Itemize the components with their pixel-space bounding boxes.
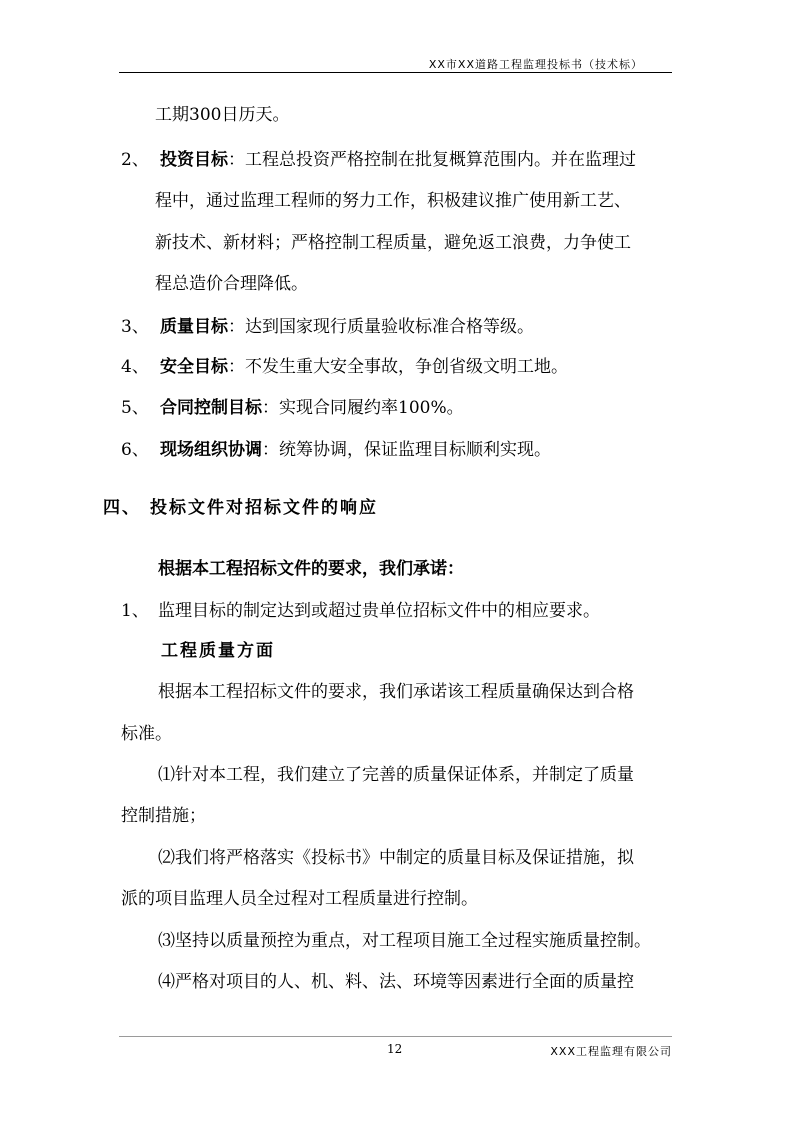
section-4-title: 投标文件对招标文件的响应 [150, 498, 378, 518]
goal-2-text-3: 新技术、新材料；严格控制工程质量，避免返工浪费，力争使工 [155, 233, 631, 253]
goal-2-text-4: 程总造价合理降低。 [155, 274, 308, 294]
measure-1-line-1: ⑴针对本工程，我们建立了完善的质量保证体系，并制定了质量 [158, 765, 634, 785]
goal-5-line [160, 397, 464, 419]
goal-5-number: 5、 [121, 398, 149, 418]
item-1-number: 1、 [121, 601, 149, 621]
goal-2-text-2: 程中，通过监理工程师的努力工作，积极建议推广使用新工艺、 [155, 191, 631, 211]
goal-5-text: 实现合同履约率100%。 [279, 398, 464, 418]
goal-3-number: 3、 [121, 317, 149, 337]
measure-2-line-2: 派的项目监理人员全过程对工程质量进行控制。 [121, 889, 478, 909]
goal-6-number: 6、 [121, 440, 149, 460]
goal-6-label: 现场组织协调 [160, 440, 262, 460]
goal-6-sep: ： [262, 440, 279, 460]
header-rule [119, 72, 672, 73]
goal-3-sep: ： [228, 317, 245, 337]
goal-2-text-1: 工程总投资严格控制在批复概算范围内。并在监理过 [245, 150, 636, 170]
goal-2-label: 投资目标 [160, 150, 228, 170]
measure-4-line-1: ⑷严格对项目的人、机、料、法、环境等因素进行全面的质量控 [158, 972, 634, 992]
goal-2-sep: ： [228, 150, 245, 170]
goal-2-first-line [160, 149, 636, 171]
quality-para-line-1: 根据本工程招标文件的要求，我们承诺该工程质量确保达到合格 [158, 682, 634, 702]
footer-rule [119, 1036, 672, 1037]
footer-company: XXX工程监理有限公司 [550, 1045, 672, 1058]
goal-4-line [160, 356, 568, 378]
item-1-text: 监理目标的制定达到或超过贵单位招标文件中的相应要求。 [158, 601, 600, 621]
header-title: XX市XX道路工程监理投标书（技术标） [428, 58, 643, 71]
measure-2-line-1: ⑵我们将严格落实《投标书》中制定的质量目标及保证措施，拟 [158, 848, 634, 868]
goal-5-sep: ： [262, 398, 279, 418]
goal-4-number: 4、 [121, 357, 149, 377]
goal-2-number: 2、 [121, 150, 149, 170]
goal-5-label: 合同控制目标 [160, 398, 262, 418]
measure-1-line-2: 控制措施； [121, 806, 206, 826]
goal-3-text: 达到国家现行质量验收标准合格等级。 [245, 317, 534, 337]
goal-4-text: 不发生重大安全事故，争创省级文明工地。 [245, 357, 568, 377]
goal-3-line [160, 316, 534, 338]
measure-3-line-1: ⑶坚持以质量预控为重点，对工程项目施工全过程实施质量控制。 [158, 931, 651, 951]
goal-3-label: 质量目标 [160, 317, 228, 337]
goal-6-line [160, 439, 551, 461]
quality-subheading: 工程质量方面 [161, 641, 275, 661]
duration-line: 工期300日历天。 [155, 105, 290, 125]
page-number: 12 [387, 1042, 403, 1056]
goal-6-text: 统筹协调，保证监理目标顺利实现。 [279, 440, 551, 460]
goal-4-sep: ： [228, 357, 245, 377]
commitment-heading: 根据本工程招标文件的要求，我们承诺： [158, 559, 464, 579]
goal-4-label: 安全目标 [160, 357, 228, 377]
quality-para-line-2: 标准。 [121, 724, 172, 744]
section-4-number: 四、 [103, 498, 141, 518]
